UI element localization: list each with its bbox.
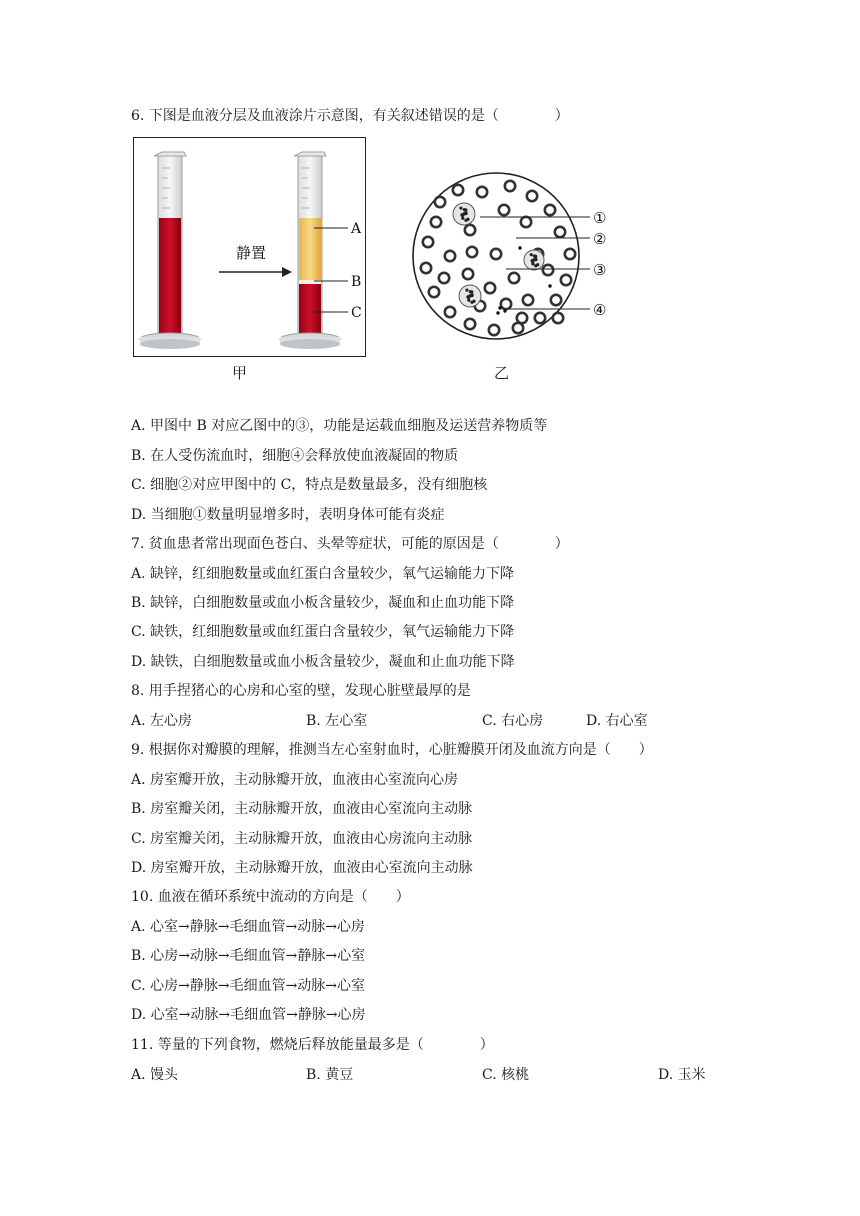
- red-blood-cell: [465, 319, 475, 329]
- q7-stem: 7. 贫血患者常出现面色苍白、头晕等症状，可能的原因是（ ）: [131, 536, 569, 552]
- red-blood-cell: [535, 313, 545, 323]
- red-blood-cell: [429, 287, 439, 297]
- q10-option-a: A. 心室→静脉→毛细血管→动脉→心房: [131, 919, 365, 935]
- q8-option-c: C. 右心房: [482, 713, 544, 729]
- q10-option-c: C. 心房→静脉→毛细血管→动脉→心室: [131, 978, 366, 994]
- platelet: [518, 246, 521, 249]
- white-blood-cell-nucleus: [531, 262, 534, 265]
- q6-option-a: A. 甲图中 B 对应乙图中的③，功能是运载血细胞及运送营养物质等: [131, 418, 548, 434]
- figure-jia-blood-layers: [133, 137, 366, 357]
- red-blood-cell: [509, 273, 519, 283]
- q9-option-a: A. 房室瓣开放，主动脉瓣开放，血液由心室流向心房: [131, 772, 459, 788]
- left-cylinder: [140, 152, 200, 349]
- red-blood-cell: [565, 249, 575, 259]
- white-blood-cell-nucleus: [467, 299, 470, 302]
- red-blood-cell: [465, 225, 475, 235]
- q9-option-b: B. 房室瓣关闭，主动脉瓣开放，血液由心室流向主动脉: [131, 801, 473, 817]
- q10-option-d: D. 心室→动脉→毛细血管→静脉→心房: [131, 1007, 366, 1023]
- q8-stem: 8. 用手捏猪心的心房和心室的壁，发现心脏壁最厚的是: [131, 683, 471, 699]
- red-blood-cell: [555, 227, 565, 237]
- red-blood-cell: [477, 187, 487, 197]
- red-blood-cell: [439, 273, 449, 283]
- red-blood-cell: [485, 283, 495, 293]
- caption-jia: 甲: [232, 364, 248, 382]
- red-blood-cell: [423, 237, 433, 247]
- smear-label-4: ④: [593, 301, 607, 319]
- platelet: [498, 306, 501, 309]
- layer-label-b: B: [351, 274, 362, 290]
- q8-option-d: D. 右心室: [586, 713, 648, 729]
- q10-stem: 10. 血液在循环系统中流动的方向是（ ）: [131, 889, 410, 905]
- red-blood-cell: [517, 313, 527, 323]
- caption-yi: 乙: [494, 364, 510, 382]
- white-blood-cell-nucleus: [534, 264, 537, 267]
- q7-option-c: C. 缺铁，红细胞数量或血红蛋白含量较少，氧气运输能力下降: [131, 624, 515, 640]
- q9-option-c: C. 房室瓣关闭，主动脉瓣开放，血液由心房流向主动脉: [131, 831, 473, 847]
- q8-option-a: A. 左心房: [131, 713, 193, 729]
- red-blood-cell: [431, 217, 441, 227]
- q7-option-d: D. 缺铁，白细胞数量或血小板含量较少，凝血和止血功能下降: [131, 654, 515, 670]
- red-blood-cell: [561, 275, 571, 285]
- q9-stem: 9. 根据你对瓣膜的理解，推测当左心室射血时，心脏瓣膜开闭及血流方向是（ ）: [131, 742, 653, 758]
- white-blood-cell-nucleus: [470, 290, 473, 293]
- smear-label-3: ③: [593, 261, 607, 279]
- q11-option-b: B. 黄豆: [306, 1067, 354, 1083]
- cylinder-diagram: [134, 138, 364, 355]
- red-blood-cell: [527, 191, 537, 201]
- white-blood-cell-nucleus: [530, 253, 533, 256]
- q7-option-b: B. 缺锌，白细胞数量或血小板含量较少，凝血和止血功能下降: [131, 595, 515, 611]
- white-blood-cell-nucleus: [459, 207, 462, 210]
- red-blood-cell: [453, 185, 463, 195]
- red-blood-cell: [523, 295, 533, 305]
- red-blood-cell: [551, 295, 561, 305]
- q6-option-b: B. 在人受伤流血时，细胞④会释放使血液凝固的物质: [131, 448, 459, 464]
- white-blood-cell-nucleus: [461, 217, 464, 220]
- red-blood-cell: [545, 205, 555, 215]
- white-blood-cell-nucleus: [465, 289, 468, 292]
- red-blood-cell: [489, 325, 499, 335]
- red-blood-cell: [543, 265, 553, 275]
- figure-yi-blood-smear: [410, 170, 620, 345]
- q6-option-c: C. 细胞②对应甲图中的 C，特点是数量最多，没有细胞核: [131, 477, 488, 493]
- q9-option-d: D. 房室瓣开放，主动脉瓣开放，血液由心室流向主动脉: [131, 860, 473, 876]
- red-blood-cell: [501, 299, 511, 309]
- q7-option-a: A. 缺锌，红细胞数量或血红蛋白含量较少，氧气运输能力下降: [131, 566, 515, 582]
- q11-option-d: D. 玉米: [658, 1067, 706, 1083]
- arrow-still: [219, 267, 292, 277]
- white-blood-cell-nucleus: [534, 255, 537, 258]
- red-blood-cell: [467, 247, 477, 257]
- red-blood-cell: [505, 181, 515, 191]
- red-blood-cell: [499, 205, 509, 215]
- q11-option-a: A. 馒头: [131, 1067, 179, 1083]
- white-blood-cell-nucleus: [471, 294, 474, 297]
- white-blood-cell-nucleus: [534, 258, 537, 261]
- q10-option-b: B. 心房→动脉→毛细血管→静脉→心室: [131, 948, 366, 964]
- white-blood-cell-nucleus: [464, 208, 467, 211]
- platelet: [503, 309, 506, 312]
- platelet: [496, 311, 499, 314]
- arrow-label: 静置: [236, 244, 267, 262]
- q11-option-c: C. 核桃: [482, 1067, 530, 1083]
- red-blood-cell: [445, 251, 455, 261]
- white-blood-cell-nucleus: [470, 301, 473, 304]
- layer-label-a: A: [351, 221, 362, 237]
- white-blood-cell-nucleus: [464, 219, 467, 222]
- red-blood-cell: [463, 269, 473, 279]
- smear-label-1: ①: [593, 209, 607, 227]
- red-blood-cell: [445, 307, 455, 317]
- red-blood-cell: [553, 313, 563, 323]
- white-blood-cell-nucleus: [465, 212, 468, 215]
- layer-label-c: C: [351, 305, 362, 321]
- q11-stem: 11. 等量的下列食物，燃烧后释放能量最多是（ ）: [131, 1037, 494, 1053]
- platelet: [548, 284, 551, 287]
- smear-label-2: ②: [593, 230, 607, 248]
- right-cylinder: [280, 152, 348, 349]
- red-blood-cell: [521, 217, 531, 227]
- q6-option-d: D. 当细胞①数量明显增多时，表明身体可能有炎症: [131, 507, 445, 523]
- red-blood-cell: [491, 249, 501, 259]
- red-blood-cell: [421, 263, 431, 273]
- q8-option-b: B. 左心室: [306, 713, 368, 729]
- red-blood-cell: [435, 197, 445, 207]
- q6-stem: 6. 下图是血液分层及血液涂片示意图，有关叙述错误的是（ ）: [131, 108, 569, 124]
